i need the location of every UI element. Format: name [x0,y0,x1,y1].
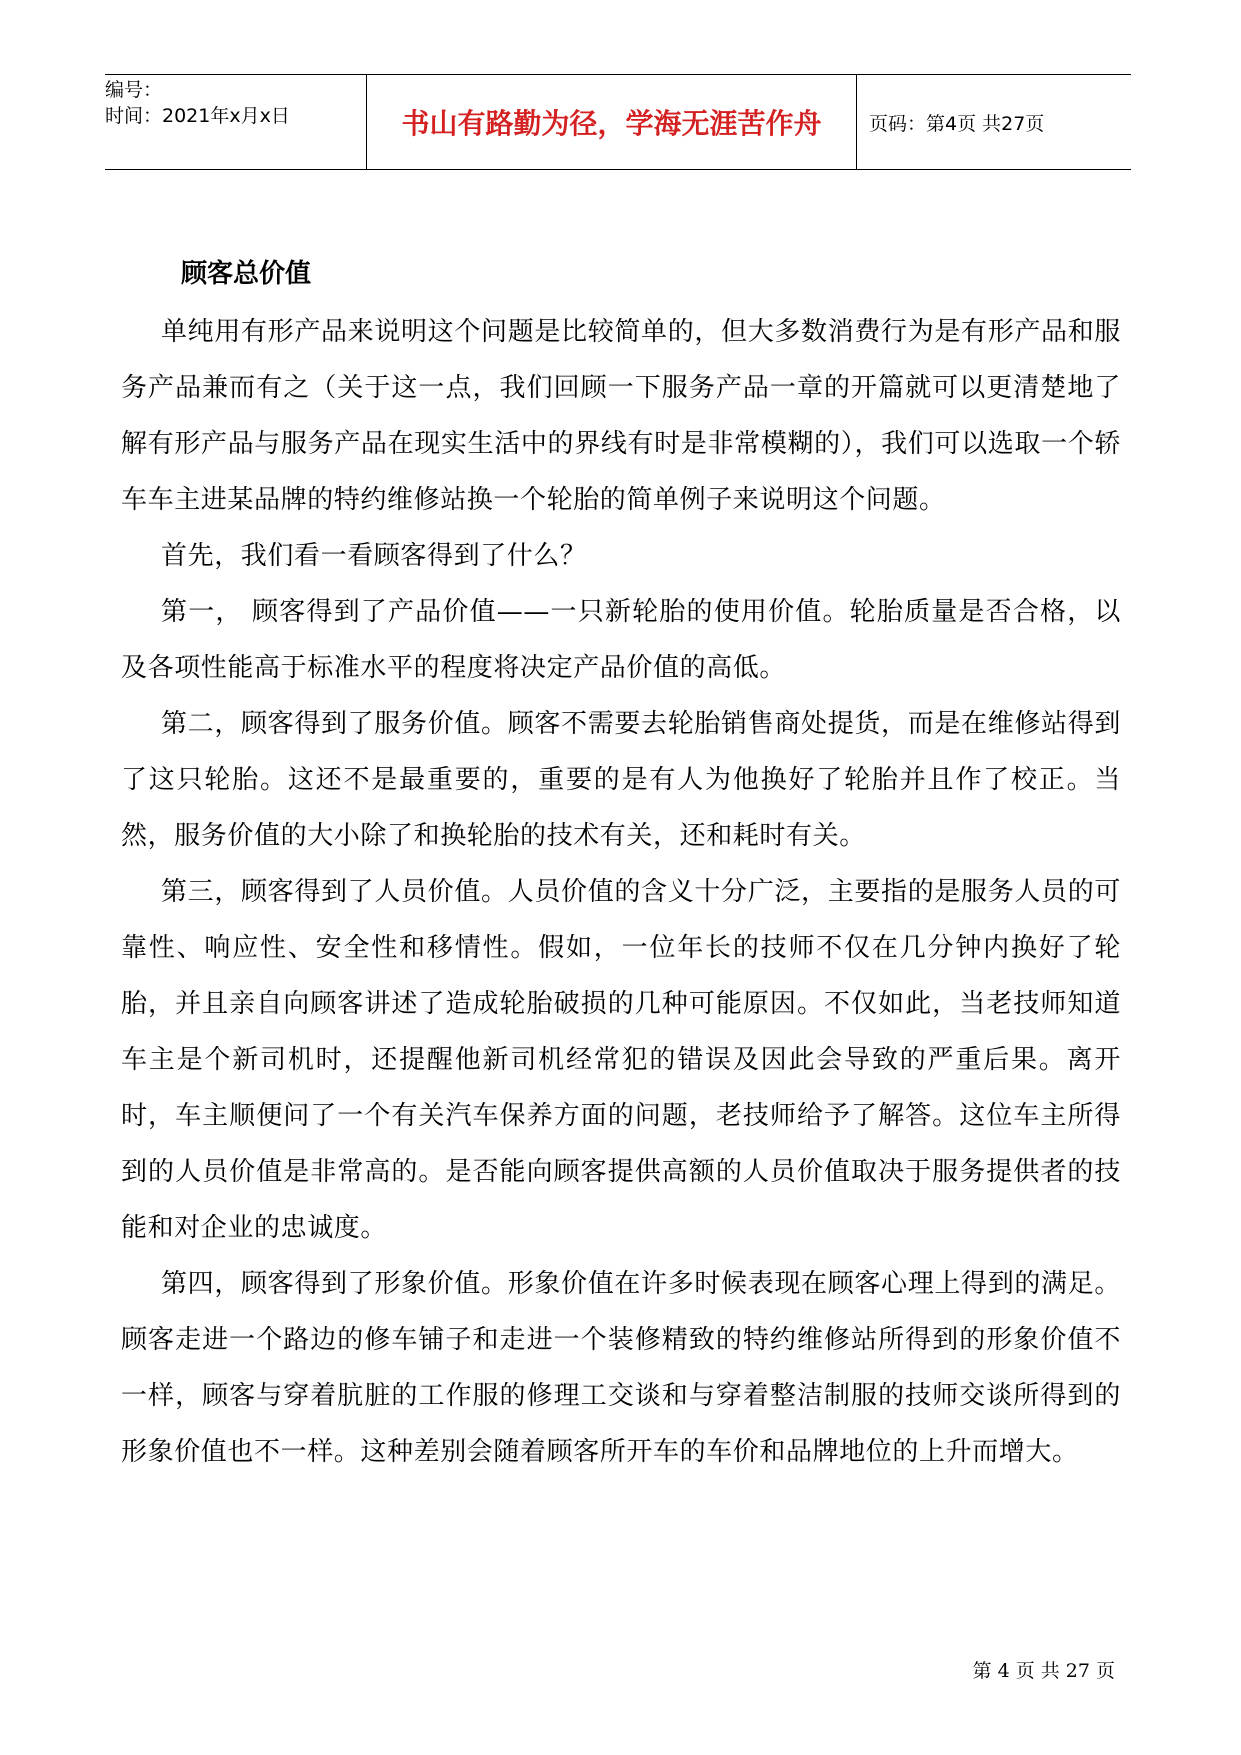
paragraph: 第三，顾客得到了人员价值。人员价值的含义十分广泛，主要指的是服务人员的可靠性、响应性、安全性和移情性。假如，一位年长的技师不仅在几分钟内换好了轮胎，并且亲自向顾客讲述了造成轮胎破损的几种可能原因。不仅如此，当老技师知道车主是个新司机时，还提醒他新司机经常犯的错误及因此会导致的严重后果。离开时，车主顺便问了一个有关汽车保养方面的问题，老技师给予了解答。这位车主所得到的人员价值是非常高的。是否能向顾客提供高额的人员价值取决于服务提供者的技能和对企业的忠诚度。 [121,877,1121,1243]
header-meta [105,75,367,169]
paragraph: 首先，我们看一看顾客得到了什么？ [161,541,587,571]
page-footer: 第 4 页 共 27 页 [972,1660,1115,1682]
paragraph: 第四，顾客得到了形象价值。形象价值在许多时候表现在顾客心理上得到的满足。顾客走进一个路边的修车铺子和走进一个装修精致的特约维修站所得到的形象价值不一样，顾客与穿着肮脏的工作服的修理工交谈和与穿着整洁制服的技师交谈所得到的形象价值也不一样。这种差别会随着顾客所开车的车价和品牌地位的上升而增大。 [121,1269,1121,1467]
document-body [121,244,1121,1480]
time-label: 时间：2021年x月x日 [105,105,290,127]
header-motto: 书山有路勤为径，学海无涯苦作舟 [367,75,857,169]
header-page-label: 页码：第4页 共27页 [869,112,1045,135]
paragraph: 第一， 顾客得到了产品价值——一只新轮胎的使用价值。轮胎质量是否合格，以及各项性能高于标准水平的程度将决定产品价值的高低。 [121,597,1121,683]
paragraph: 单纯用有形产品来说明这个问题是比较简单的，但大多数消费行为是有形产品和服务产品兼而有之（关于这一点，我们回顾一下服务产品一章的开篇就可以更清楚地了解有形产品与服务产品在现实生活中的界线有时是非常模糊的），我们可以选取一个轿车车主进某品牌的特约维修站换一个轮胎的简单例子来说明这个问题。 [121,317,1121,515]
number-label: 编号： [105,79,163,101]
page-header [105,74,1131,170]
paragraph: 第二，顾客得到了服务价值。顾客不需要去轮胎销售商处提货，而是在维修站得到了这只轮胎。这还不是最重要的，重要的是有人为他换好了轮胎并且作了校正。当然，服务价值的大小除了和换轮胎的技术有关，还和耗时有关。 [121,709,1121,851]
section-heading: 顾客总价值 [181,259,312,289]
